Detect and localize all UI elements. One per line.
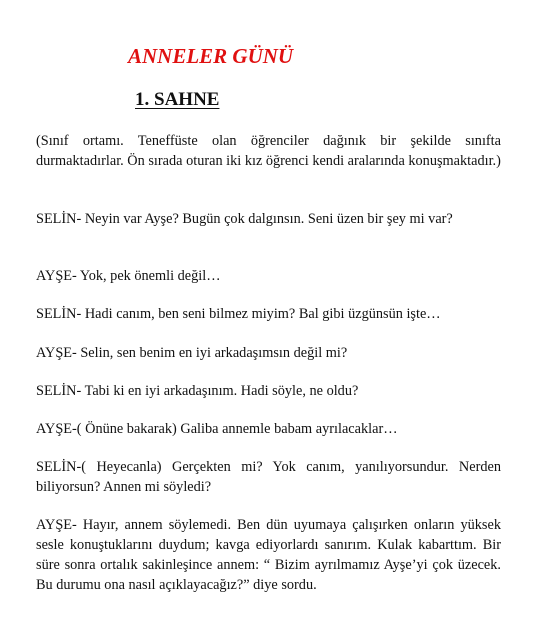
dialogue-line: AYŞE- Yok, pek önemli değil… <box>36 268 221 284</box>
dialogue-line: AYŞE- Selin, sen benim en iyi arkadaşımsın değil mi? <box>36 345 348 361</box>
dialogue-line: SELİN- Hadi canım, ben seni bilmez miyim? Bal gibi üzgünsün işte… <box>36 306 441 322</box>
dialogue-line: SELİN-( Heyecanla) Gerçekten mi? Yok canım, yanılıyorsundur. Nerden biliyorsun? Annen mi söyledi? <box>36 459 501 495</box>
stage-direction-paragraph: (Sınıf ortamı. Teneffüste olan öğrenciler dağınık bir şekilde sınıfta durmaktadırlar. Ön sırada oturan iki kız öğrenci kendi aralarında konuşmaktadır.) <box>36 133 501 169</box>
dialogue-line: AYŞE-( Önüne bakarak) Galiba annemle babam ayrılacaklar… <box>36 421 398 437</box>
dialogue-line: SELİN- Tabi ki en iyi arkadaşınım. Hadi söyle, ne oldu? <box>36 383 359 399</box>
dialogue-line: AYŞE- Hayır, annem söylemedi. Ben dün uyumaya çalışırken onların yüksek sesle konuştuklarını duydum; kavga ediyorlardı sanırım. Kulak kabarttım. Bir süre sonra ortalık sakinleşince annem: “ Bizim ayrılmamız Ayşe’yi çok üzecek. Bu durumu ona nasıl açıklayacağız?” diye sordu. <box>36 517 501 593</box>
document-title: ANNELER GÜNÜ <box>128 44 294 68</box>
scene-heading: 1. SAHNE <box>135 89 220 110</box>
dialogue-line: SELİN- Neyin var Ayşe? Bugün çok dalgınsın. Seni üzen bir şey mi var? <box>36 211 453 227</box>
